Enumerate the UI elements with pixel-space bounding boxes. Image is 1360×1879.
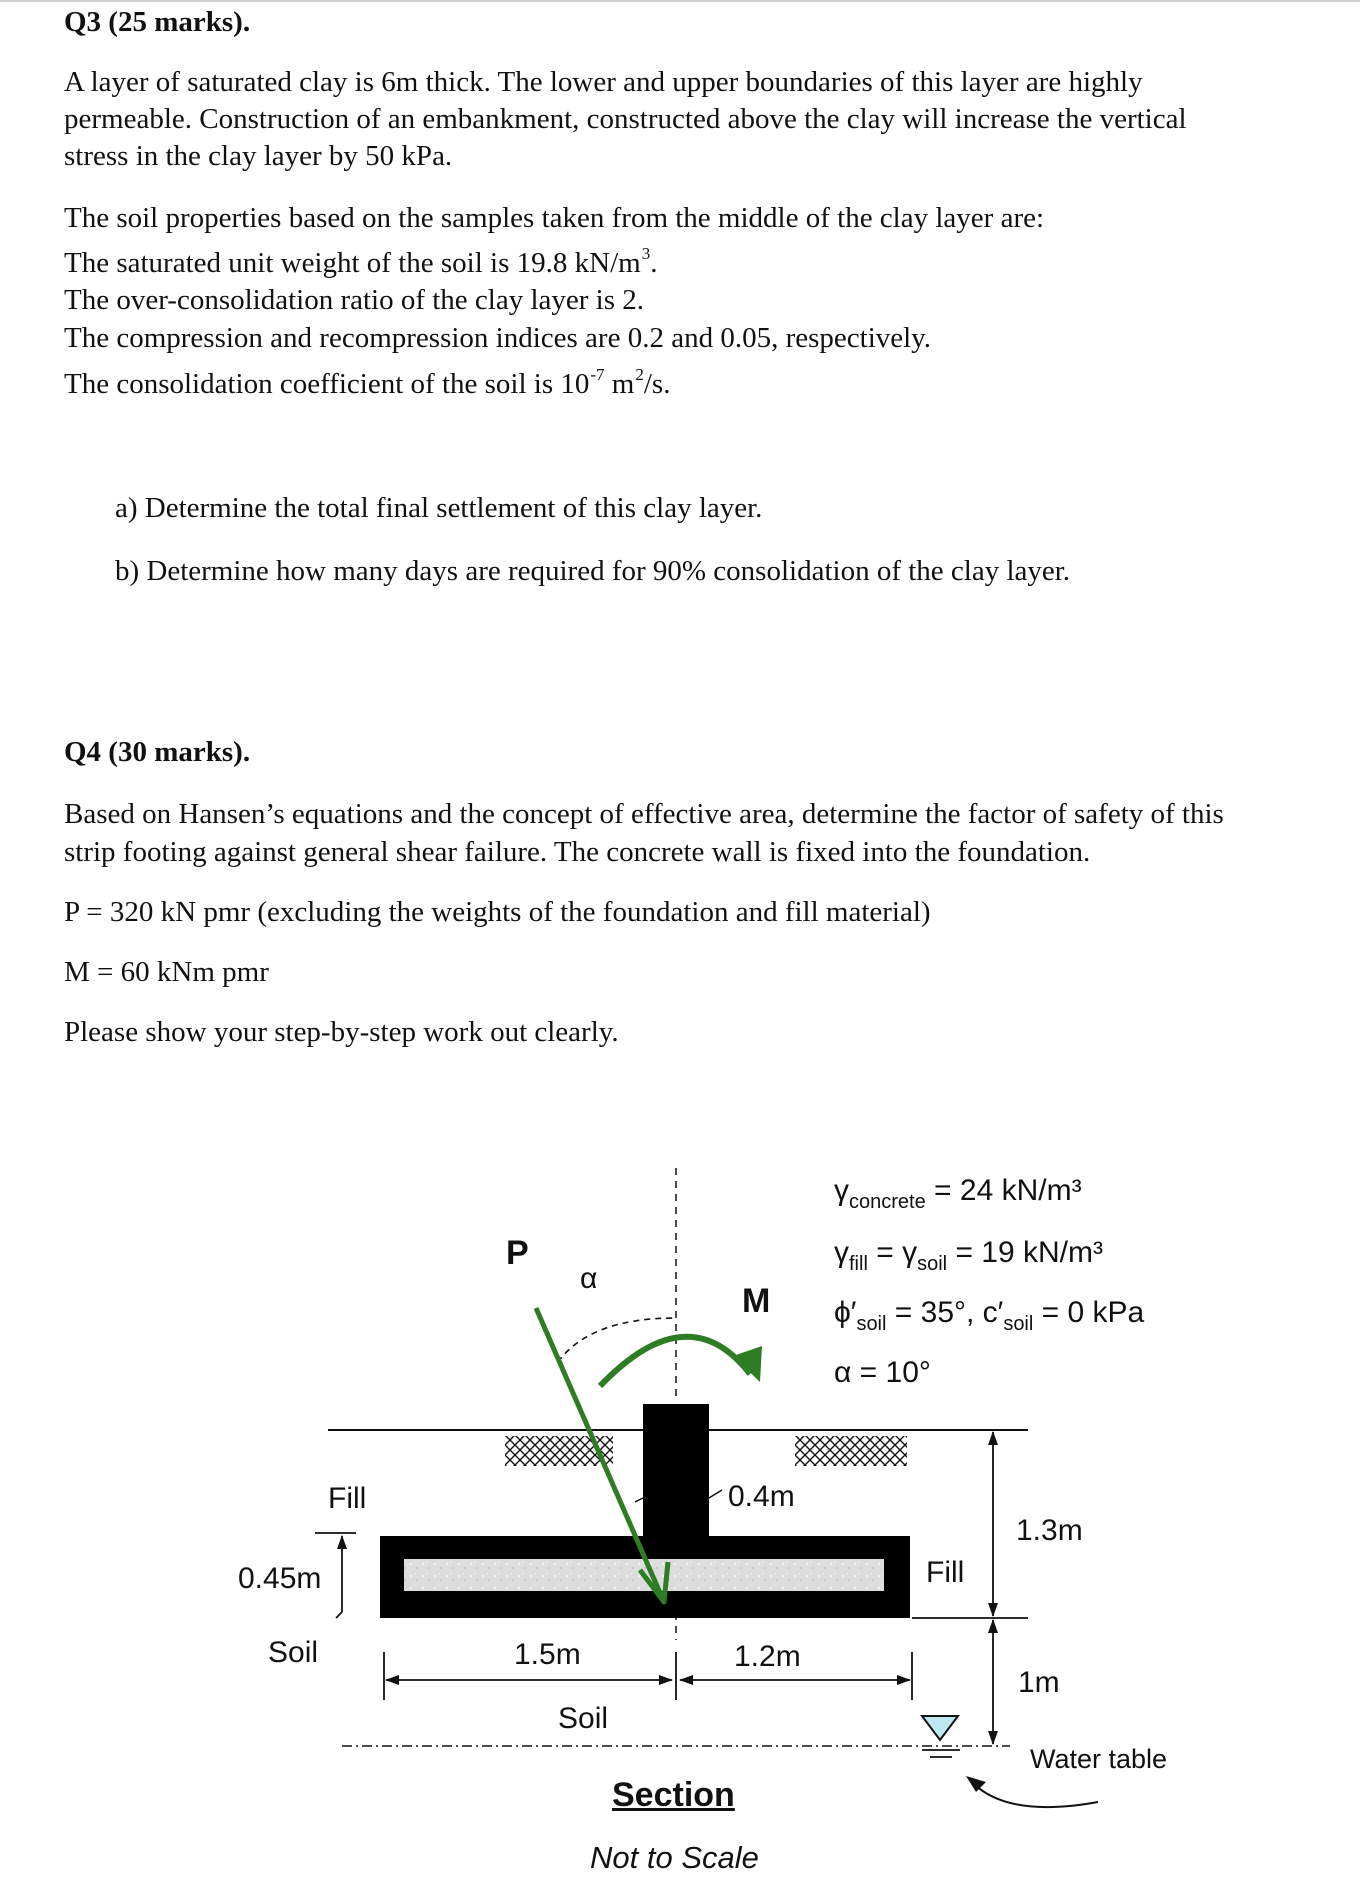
moment-arrow-arc [600, 1337, 750, 1386]
moment-arrow-head [733, 1346, 762, 1382]
q3-para-line-2: permeable. Construction of an embankment, constructed above the clay will increase the vertical [64, 103, 1187, 135]
q3-para-line-1: A layer of saturated clay is 6m thick. The lower and upper boundaries of this layer are highly [64, 66, 1143, 98]
q3-heading: Q3 (25 marks). [64, 6, 251, 38]
q3-indices: The compression and recompression indices are 0.2 and 0.05, respectively. [64, 322, 932, 354]
depth-upper-label: 1.3m [1016, 1514, 1083, 1547]
q4-p-line: P = 320 kN pmr (excluding the weights of the foundation and fill material) [64, 896, 931, 928]
q4-para-line-2: strip footing against general shear failure. The concrete wall is fixed into the foundation. [64, 836, 1091, 868]
depth-lower-label: 1m [1018, 1666, 1060, 1699]
fill-left-label: Fill [328, 1482, 367, 1515]
water-table-label: Water table [1030, 1744, 1168, 1774]
dim-left-label: 1.5m [514, 1638, 581, 1671]
q3-cv: The consolidation coefficient of the soil is $10^{-7}$ $m^2/s$. [64, 365, 671, 400]
q4-m-line: M = 60 kNm pmr [64, 956, 269, 988]
moment-m-label: M [742, 1282, 771, 1320]
soil-below-label: Soil [558, 1702, 609, 1735]
q4-instruction: Please show your step-by-step work out clearly. [64, 1016, 619, 1048]
soil-left-label: Soil [268, 1636, 319, 1669]
fill-right-label: Fill [926, 1556, 965, 1589]
footing-thickness-label: 0.45m [238, 1562, 322, 1595]
q3-ocr: The over-consolidation ratio of the clay layer is 2. [64, 284, 645, 316]
water-table-pointer [974, 1784, 1098, 1807]
water-table-symbol [922, 1716, 958, 1740]
load-p-label: P [506, 1234, 529, 1272]
concrete-wall [643, 1404, 709, 1536]
q3-para-line-3: stress in the clay layer by 50 kPa. [64, 140, 453, 172]
wall-width-label: 0.4m [728, 1480, 795, 1513]
q3-props-intro: The soil properties based on the samples taken from the middle of the clay layer are: [64, 202, 1045, 234]
param-gamma-fill: $\gamma_{fill} = \gamma_{soil} = 19$ kN/m³ [834, 1236, 1103, 1275]
param-phi-c: $\phi'_{soil} = 35^\circ$, $c'_{soil} = 0$ kPa [834, 1296, 1145, 1335]
q4-heading: Q4 (30 marks). [64, 736, 251, 768]
param-gamma-concrete: $\gamma_{concrete} = 24$ kN/m³ [834, 1174, 1082, 1213]
alpha-label: α [580, 1262, 598, 1295]
q4-para-line-1: Based on Hansen’s equations and the concept of effective area, determine the factor of safety of this [64, 798, 1224, 830]
surface-hatch-right [795, 1436, 907, 1466]
scale-note: Not to Scale [590, 1840, 759, 1875]
q3-part-b: b) Determine how many days are required for 90% consolidation of the clay layer. [115, 555, 1071, 587]
dim-right-label: 1.2m [734, 1640, 801, 1673]
param-alpha: α = 10° [834, 1356, 931, 1389]
q3-part-a: a) Determine the total final settlement of this clay layer. [115, 492, 763, 524]
q3-unit-weight: The saturated unit weight of the soil is 19.8 $kN/m^3$. [64, 244, 658, 279]
section-title: Section [612, 1776, 735, 1814]
